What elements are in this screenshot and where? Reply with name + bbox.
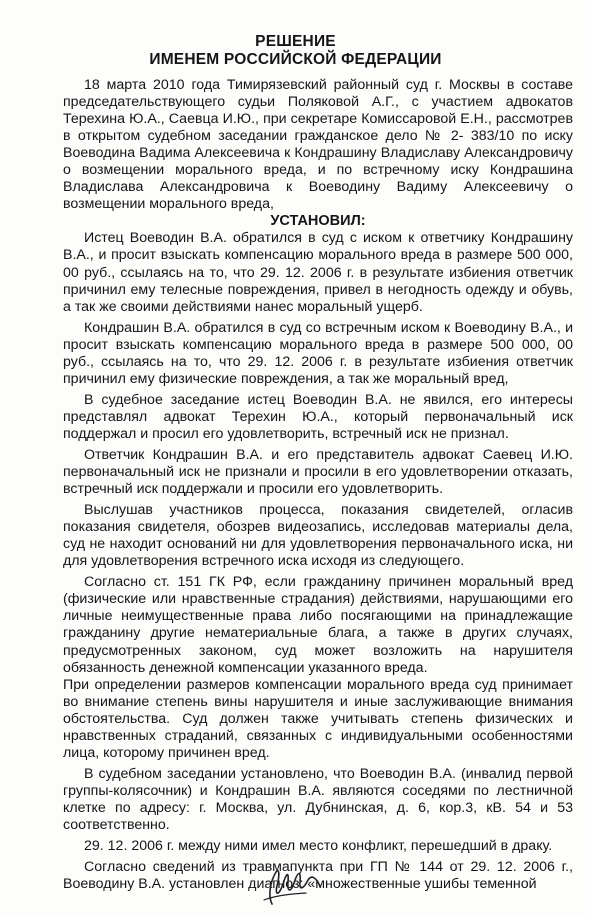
document-body bbox=[63, 77, 573, 893]
paragraph: В судебное заседание истец Воеводин В.А. не явился, его интересы представлял адвокат Терехин Ю.А., который первоначальный иск поддержал и просил его удовлетворить, встречный иск не признал. bbox=[63, 391, 573, 442]
document-title: РЕШЕНИЕ bbox=[255, 33, 336, 50]
paragraph: Кондрашин В.А. обратился в суд со встречным иском к Воеводину В.А., и просит взыскать компенсацию морального вреда в размере 500 000, 00 руб., ссылаясь на то, что 29. 12. 2006 г. в результате избиения ответчик причинил ему физические повреждения, а так же моральный вред, bbox=[63, 319, 573, 387]
paragraph: При определении размеров компенсации морального вреда суд принимает во внимание степень вины нарушителя и иные заслуживающие внимания обстоятельства. Суд должен также учитывать степень физических и нравственных страданий, связанных с индивидуальными особенностями лица, которому причинен вред. bbox=[63, 676, 573, 761]
document-subtitle: ИМЕНЕМ РОССИЙСКОЙ ФЕДЕРАЦИИ bbox=[149, 51, 442, 68]
paragraph: Ответчик Кондрашин В.А. и его представитель адвокат Саевец И.Ю. первоначальный иск не признали и просили в его удовлетворении отказать, встречный иск поддержали и просили его удовлетворить. bbox=[63, 446, 573, 498]
paragraph: Согласно ст. 151 ГК РФ, если гражданину причинен моральный вред (физические или нравственные страдания) действиями, нарушающими его личные неимущественные права либо посягающими на принадлежащие гражданину другие нематериальные блага, а также в других случаях, предусмотренных законом, суд может возложить на нарушителя обязанность денежной компенсации указанного вреда. bbox=[63, 574, 573, 676]
paragraph: 29. 12. 2006 г. между ними имел место конфликт, перешедший в драку. bbox=[84, 838, 553, 855]
established-heading: УСТАНОВИЛ: bbox=[270, 213, 366, 230]
intro-paragraph: 18 марта 2010 года Тимирязевский районный суд г. Москвы в составе председательствующего судьи Поляковой А.Г., с участием адвокатов Терехина Ю.А., Саевца И.Ю., при секретаре Комиссаровой Е.Н., рассмотрев в открытом судебном заседании гражданское дело № 2- 383/10 по иску Воеводина Вадима Алексеевича к Кондрашину Владиславу Александровичу о возмещении морального вреда, и по встречному иску Кондрашина Владислава Александровича к Воеводину Вадиму Алексеевичу о возмещении морального вреда, bbox=[63, 77, 573, 213]
paragraph: Согласно сведений из травмапункта при ГП № 144 от 29. 12. 2006 г., Воеводину В.А. установлен диагноз: «множественные ушибы теменной bbox=[63, 859, 573, 893]
paragraph: Истец Воеводин В.А. обратился в суд с иском к ответчику Кондрашину В.А., и просит взыскать компенсацию морального вреда в размере 500 000, 00 руб., ссылаясь на то, что 29. 12. 2006 г. в результате избиения ответчик причинил ему телесные повреждения, привел в негодность одежду и обувь, а так же своими действиями нанес моральный ущерб. bbox=[63, 230, 573, 315]
signature-icon bbox=[258, 860, 328, 908]
paragraph: В судебном заседании установлено, что Воеводин В.А. (инвалид первой группы-колясочник) и Кондрашин В.А. являются соседями по лестничной клетке по адресу: г. Москва, ул. Дубнинская, д. 6, кор.3, кВ. 54 и 53 соответственно. bbox=[63, 765, 573, 833]
paragraph: Выслушав участников процесса, показания свидетелей, огласив показания свидетеля, обозрев видеозапись, исследовав материалы дела, суд не находит оснований ни для удовлетворения первоначального иска, ни для удовлетворения встречного иска исходя из следующего. bbox=[63, 502, 573, 570]
